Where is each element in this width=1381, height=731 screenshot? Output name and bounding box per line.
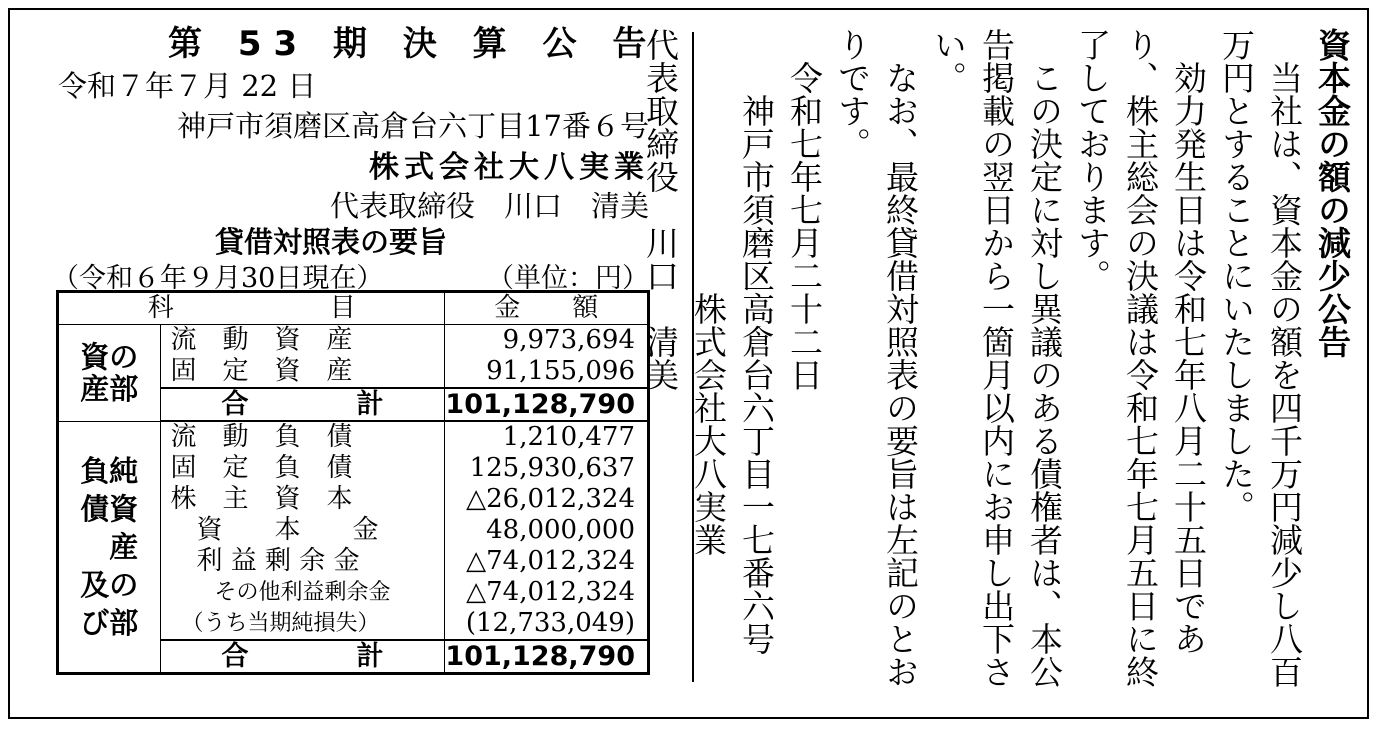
row-value: 1,210,477 bbox=[502, 422, 635, 452]
paragraph-line: い。 bbox=[929, 28, 968, 94]
paragraph-line: この決定に対し異議のある債権者は、本公 bbox=[1025, 61, 1064, 688]
row-value: (12,733,049) bbox=[465, 608, 635, 638]
row-item: 固 定 負 債 bbox=[160, 453, 445, 484]
paragraph-line: り、株主総会の決議は令和七年七月五日に終 bbox=[1121, 28, 1160, 688]
liabilities-section-text: 負純 債資 産 及の び部 bbox=[80, 453, 139, 640]
paragraph-line: 当社は、資本金の額を四千万円減少し八百 bbox=[1265, 61, 1304, 688]
address-vertical: 神戸市須磨区高倉台六丁目一七番六号 bbox=[737, 94, 776, 655]
table-row bbox=[58, 421, 649, 453]
row-value: △74,012,324 bbox=[466, 546, 635, 576]
header-item: 科 目 bbox=[58, 292, 445, 325]
liabilities-section-label bbox=[58, 421, 161, 674]
row-value: 125,930,637 bbox=[469, 453, 635, 483]
paragraph-line: なお、最終貸借対照表の要旨は左記のとお bbox=[881, 61, 920, 688]
row-value: △74,012,324 bbox=[466, 577, 635, 607]
total-label: 合 計 bbox=[160, 388, 445, 421]
company-name: 株式会社大八実業 bbox=[369, 150, 649, 185]
table-row bbox=[58, 325, 649, 357]
total-value: 101,128,790 bbox=[445, 388, 649, 421]
header-amount: 金 額 bbox=[445, 292, 649, 325]
notice-title: 資本金の額の減少公告 bbox=[1313, 28, 1352, 358]
assets-section-text: 資の 産部 bbox=[80, 339, 139, 406]
paragraph-line: 効力発生日は令和七年八月二十五日であ bbox=[1169, 61, 1208, 655]
balance-sheet-title: 貸借対照表の要旨 bbox=[215, 225, 448, 259]
row-item: 流 動 負 債 bbox=[160, 421, 445, 453]
paragraph-line: 告掲載の翌日から一箇月以内にお申し出下さ bbox=[977, 28, 1016, 688]
row-item: 資 本 金 bbox=[160, 515, 445, 546]
assets-section-label bbox=[58, 325, 161, 422]
representative-vertical: 代表取締役 川口 清美 bbox=[641, 28, 680, 391]
total-label: 合 計 bbox=[160, 640, 445, 674]
settlement-title: 第 53 期 決 算 公 告 bbox=[168, 24, 659, 64]
row-value: 48,000,000 bbox=[486, 515, 635, 545]
representative: 代表取締役 川口 清美 bbox=[329, 189, 649, 223]
notice-date-vertical: 令和七年七月二十二日 bbox=[785, 61, 824, 391]
row-item: 株 主 資 本 bbox=[160, 484, 445, 515]
row-value: 91,155,096 bbox=[486, 356, 635, 386]
paragraph-line: りです。 bbox=[833, 28, 872, 160]
as-of-date: （令和６年９月30日現在） bbox=[52, 263, 384, 294]
notice-date: 令和７年７月 22 日 bbox=[58, 69, 317, 103]
balance-sheet-table bbox=[56, 290, 650, 675]
row-value: 9,973,694 bbox=[502, 325, 635, 355]
row-value: △26,012,324 bbox=[466, 484, 635, 514]
row-item: その他利益剰余金 bbox=[160, 577, 445, 608]
company-address: 神戸市須磨区高倉台六丁目17番６号 bbox=[177, 109, 649, 143]
unit-label: （単位：円） bbox=[487, 263, 649, 294]
paragraph-line: 了しております。 bbox=[1073, 28, 1112, 292]
row-item: 流 動 資 産 bbox=[160, 325, 445, 357]
row-item: 利 益 剰 余 金 bbox=[160, 546, 445, 577]
paragraph-line: 万円とすることにいたしました。 bbox=[1217, 28, 1256, 523]
capital-reduction-notice bbox=[641, 28, 1366, 708]
row-item: 固 定 資 産 bbox=[160, 356, 445, 388]
row-item: （うち当期純損失） bbox=[160, 608, 445, 640]
company-vertical: 株式会社大八実業 bbox=[689, 292, 728, 556]
total-value: 101,128,790 bbox=[445, 640, 649, 674]
table-header bbox=[58, 292, 649, 325]
